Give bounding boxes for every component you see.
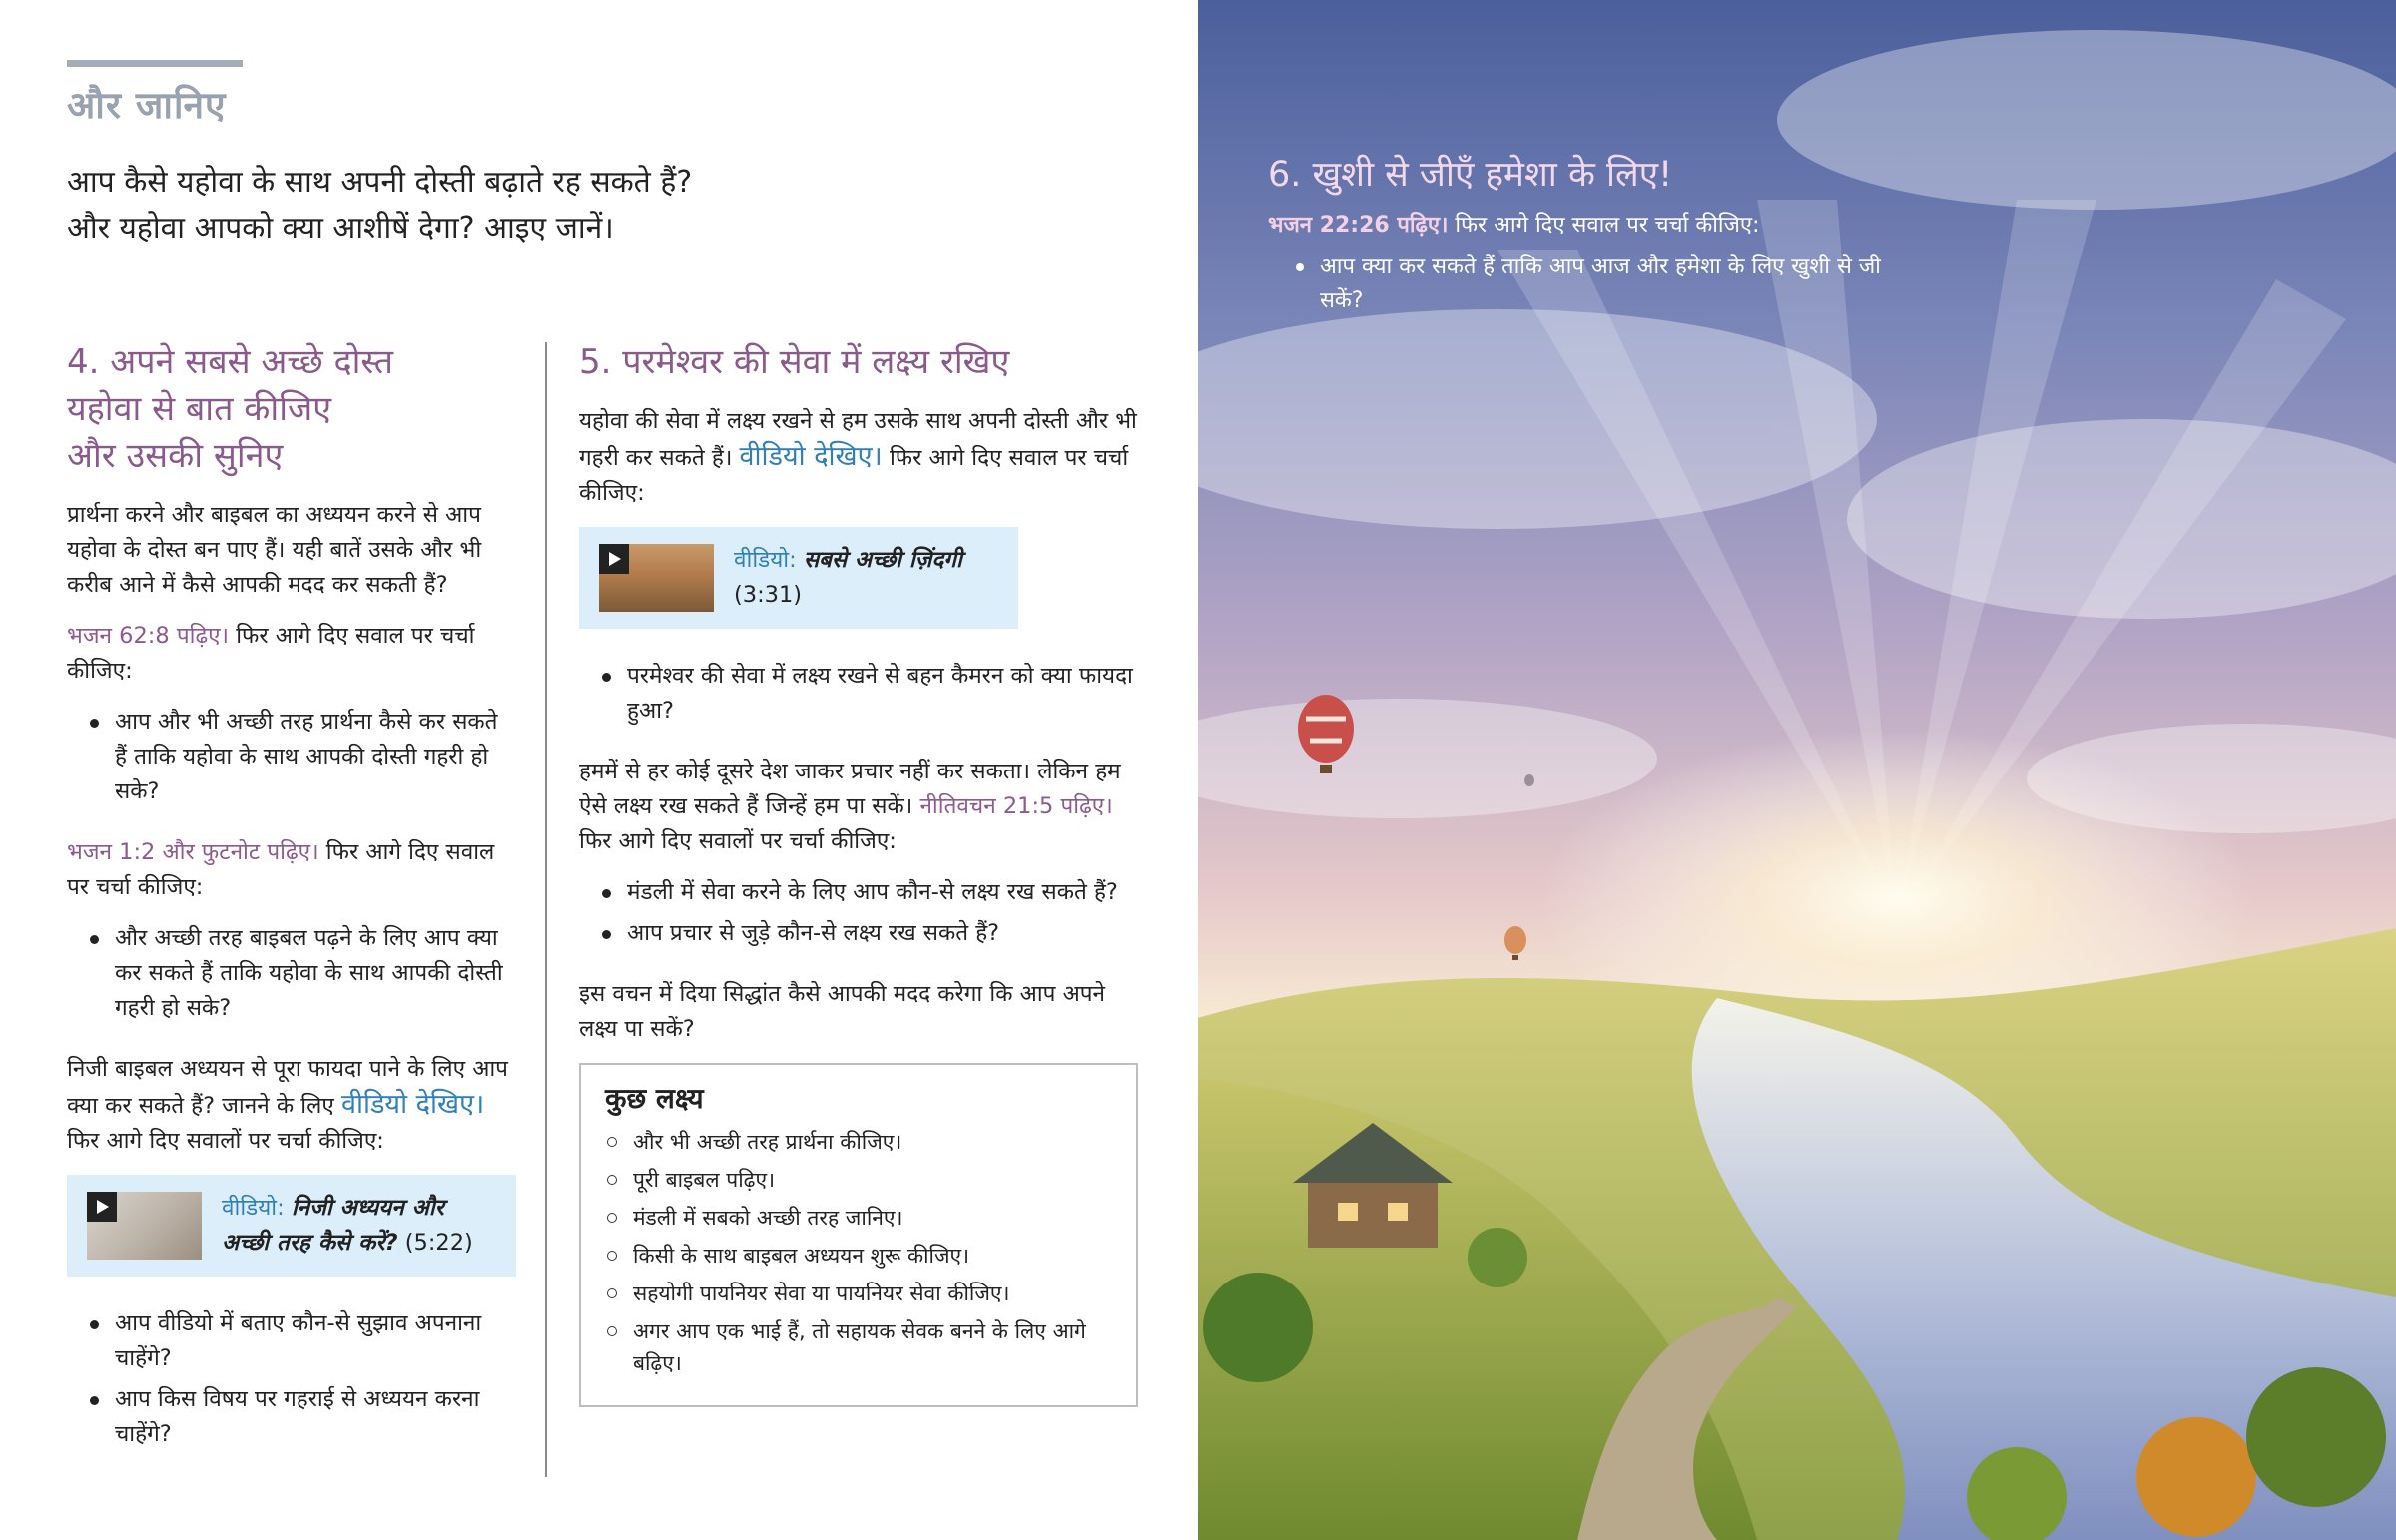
prompt-text: निजी बाइबल अध्ययन से पूरा फायदा पाने के लिए आप क्या कर सकते हैं? जानने के लिए [67,1056,508,1119]
heading-line: 4. अपने सबसे अच्छे दोस्त [67,342,393,382]
scripture-prompt [579,755,1138,859]
heading-line: यहोवा से बात कीजिए [67,389,332,429]
hot-air-balloon [1524,774,1534,786]
scripture-prompt [67,619,516,689]
intro-text [67,160,1115,252]
question-item: आप किस विषय पर गहराई से अध्ययन करना चाहेंगे? [115,1382,516,1452]
question-item: और अच्छी तरह बाइबल पढ़ने के लिए आप क्या कर सकते हैं ताकि यहोवा के साथ आपकी दोस्ती गहरी हो सके? [115,921,516,1026]
video-thumbnail[interactable] [599,544,714,612]
scripture-link[interactable]: भजन 62:8 पढ़िए। [67,623,230,649]
goals-title: कुछ लक्ष्य [605,1082,704,1115]
play-icon[interactable] [87,1192,117,1222]
video-label: वीडियो: [222,1195,285,1221]
play-icon[interactable] [599,544,629,574]
question-item: आप वीडियो में बताए कौन-से सुझाव अपनाना चाहेंगे? [115,1306,516,1376]
question-list [579,875,1138,951]
scripture-prompt [1268,209,1887,243]
goal-item: सहयोगी पायनियर सेवा या पायनियर सेवा कीजिए। [633,1278,1112,1309]
intro-line: आप कैसे यहोवा के साथ अपनी दोस्ती बढ़ाते रह सकते हैं? [67,165,693,200]
prompt-text: यहोवा की सेवा में लक्ष्य रखने से हम उसके साथ अपनी दोस्ती और भी गहरी कर सकते हैं। [579,408,1137,471]
prompt-text: फिर आगे दिए सवालों पर चर्चा कीजिए: [67,1128,384,1154]
question-item: आप और भी अच्छी तरह प्रार्थना कैसे कर सकते हैं ताकि यहोवा के साथ आपकी दोस्ती गहरी हो सके? [115,705,516,809]
goals-list [605,1126,1112,1379]
prompt-text: फिर आगे दिए सवालों पर चर्चा कीजिए: [579,828,897,854]
right-page [1198,0,2396,1540]
goal-item: पूरी बाइबल पढ़िए। [633,1164,1112,1196]
section-5-heading: 5. परमेश्‍वर की सेवा में लक्ष्य रखिए [579,342,1010,382]
scripture-prompt [67,835,516,905]
closing-question: इस वचन में दिया सिद्धांत कैसे आपकी मदद करेगा कि आप अपने लक्ष्य पा सकें? [579,981,1106,1042]
video-card[interactable] [67,1175,516,1277]
heading-line: और उसकी सुनिए [67,436,284,476]
video-caption [734,543,962,613]
section-6-heading: 6. खुशी से जीएँ हमेशा के लिए! [1268,155,1673,195]
section-4 [67,339,516,1478]
question-item: परमेश्‍वर की सेवा में लक्ष्य रखने से बहन कैमरन को क्या फायदा हुआ? [627,659,1138,729]
goal-item: अगर आप एक भाई हैं, तो सहायक सेवक बनने के लिए आगे बढ़िए। [633,1315,1112,1379]
question-list [1268,251,1887,318]
video-caption [222,1191,496,1261]
question-list [579,659,1138,729]
video-title[interactable]: निजी अध्ययन और अच्छी तरह कैसे करें? [222,1195,444,1256]
video-card[interactable] [579,527,1018,629]
column-divider [545,342,547,1477]
intro-line: और यहोवा आपको क्या आशीषें देगा? आइए जानें। [67,211,614,246]
video-duration: (5:22) [404,1230,473,1256]
section-5 [579,339,1138,1407]
video-prompt [67,1052,516,1159]
prompt-text: फिर आगे दिए सवाल पर चर्चा कीजिए: [1448,213,1760,238]
prompt-text: फिर आगे दिए सवाल पर चर्चा कीजिए: [579,445,1129,506]
question-item: मंडली में सेवा करने के लिए आप कौन-से लक्ष्य रख सकते हैं? [627,875,1138,910]
goal-item: और भी अच्छी तरह प्रार्थना कीजिए। [633,1126,1112,1158]
section-6 [1268,150,1887,318]
prompt-text: फिर आगे दिए सवाल पर चर्चा कीजिए: [67,839,495,900]
prompt-text: हममें से हर कोई दूसरे देश जाकर प्रचार नहीं कर सकता। लेकिन हम ऐसे लक्ष्य रख सकते हैं जिन्हें हम पा सकें। [579,759,1121,819]
question-list [67,1306,516,1452]
question-list [67,705,516,809]
scripture-link[interactable]: भजन 1:2 और फुटनोट पढ़िए। [67,839,319,865]
goal-item: किसी के साथ बाइबल अध्ययन शुरू कीजिए। [633,1240,1112,1272]
section-4-intro: प्रार्थना करने और बाइबल का अध्ययन करने से आप यहोवा के दोस्त बन पाए हैं। यही बातें उसके और भी करीब आने में कैसे आपकी मदद कर सकती हैं? [67,502,482,598]
question-list [67,921,516,1026]
video-label: वीडियो: [734,547,797,573]
video-thumbnail[interactable] [87,1192,202,1260]
scripture-link[interactable]: नीतिवचन 21:5 पढ़िए। [919,793,1113,819]
watch-video-link[interactable]: वीडियो देखिए। [340,1089,485,1120]
watch-video-link[interactable]: वीडियो देखिए। [739,441,883,472]
goals-box [579,1063,1138,1407]
goal-item: मंडली में सबको अच्छी तरह जानिए। [633,1202,1112,1234]
question-item: आप प्रचार से जुड़े कौन-से लक्ष्य रख सकते हैं? [627,916,1138,951]
question-item: आप क्या कर सकते हैं ताकि आप आज और हमेशा के लिए खुशी से जी सकें? [1320,251,1887,318]
header-rule [67,60,243,67]
section-5-intro [579,404,1138,511]
section-4-heading [67,339,516,480]
video-duration: (3:31) [734,582,803,608]
prompt-text: फिर आगे दिए सवाल पर चर्चा कीजिए: [67,623,475,684]
scripture-link[interactable]: भजन 22:26 पढ़िए। [1268,213,1449,238]
video-title[interactable]: सबसे अच्छी ज़िंदगी [803,547,962,573]
page-title: और जानिए [67,84,227,127]
